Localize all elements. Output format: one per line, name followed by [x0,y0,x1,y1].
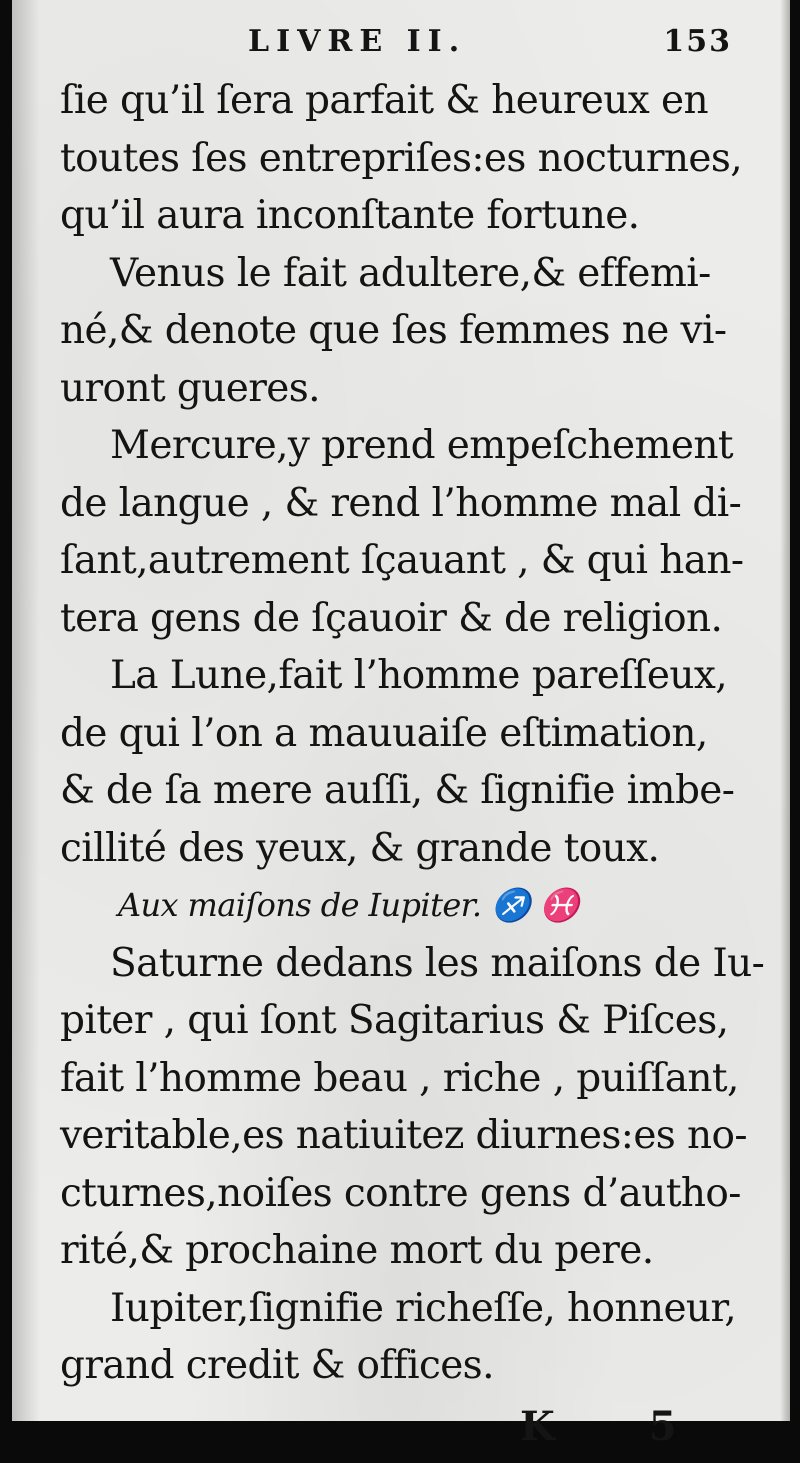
text-line: ſie qu’il ſera parfait & heureux en [60,78,708,123]
running-head: LIVRE II. [248,24,467,59]
text-line: Mercure,y prend empeſchement [110,423,733,468]
text-line: grand credit & offices. [60,1343,494,1388]
text-line: Iupiter,ſignifie richeſſe, honneur, [110,1285,737,1331]
text-line: Venus le fait adultere,& effemi- [110,250,711,296]
text-line: fait l’homme beau , riche , puiſſant, [60,1055,739,1101]
binding-shadow [12,0,40,1421]
text-line: cillité des yeux, & grande toux. [60,825,660,871]
text-line: piter , qui ſont Sagitarius & Piſces, [60,998,729,1043]
text-line: rité,& prochaine mort du pere. [60,1228,654,1273]
text-line: de langue , & rend l’homme mal di- [60,480,742,526]
text-line: né,& denote que ſes femmes ne vi- [60,308,727,353]
body-text [60,72,765,1395]
text-line: qu’il aura inconſtante fortune. [60,193,640,238]
text-line: La Lune,fait l’homme pareſſeux, [110,653,728,698]
text-line: & de ſa mere auſſi, & ſignifie imbe- [60,768,735,813]
page-edge-shadow [780,0,790,1421]
text-line: veritable,es natiuitez diurnes:es no- [60,1113,747,1158]
text-line: Saturne dedans les maiſons de Iu- [110,940,765,986]
text-line: ſant,autrement ſçauant , & qui han- [60,538,744,583]
text-line: cturnes,noiſes contre gens d’autho- [60,1170,741,1216]
text-line: de qui l’on a mauuaiſe eſtimation, [60,710,708,756]
book-page [12,0,790,1450]
signature-mark: K 5 [520,1402,717,1450]
page-footer [60,1403,740,1463]
text-line: tera gens de ſçauoir & de religion. [60,595,723,641]
section-heading: Aux maiſons de Iupiter. ♐ ♓ [118,886,580,924]
page-number: 153 [663,24,732,59]
text-line: toutes ſes entrepriſes:es nocturnes, [60,135,743,181]
page-header [60,24,740,72]
page-text [60,24,765,1463]
text-line: uront gueres. [60,365,320,411]
